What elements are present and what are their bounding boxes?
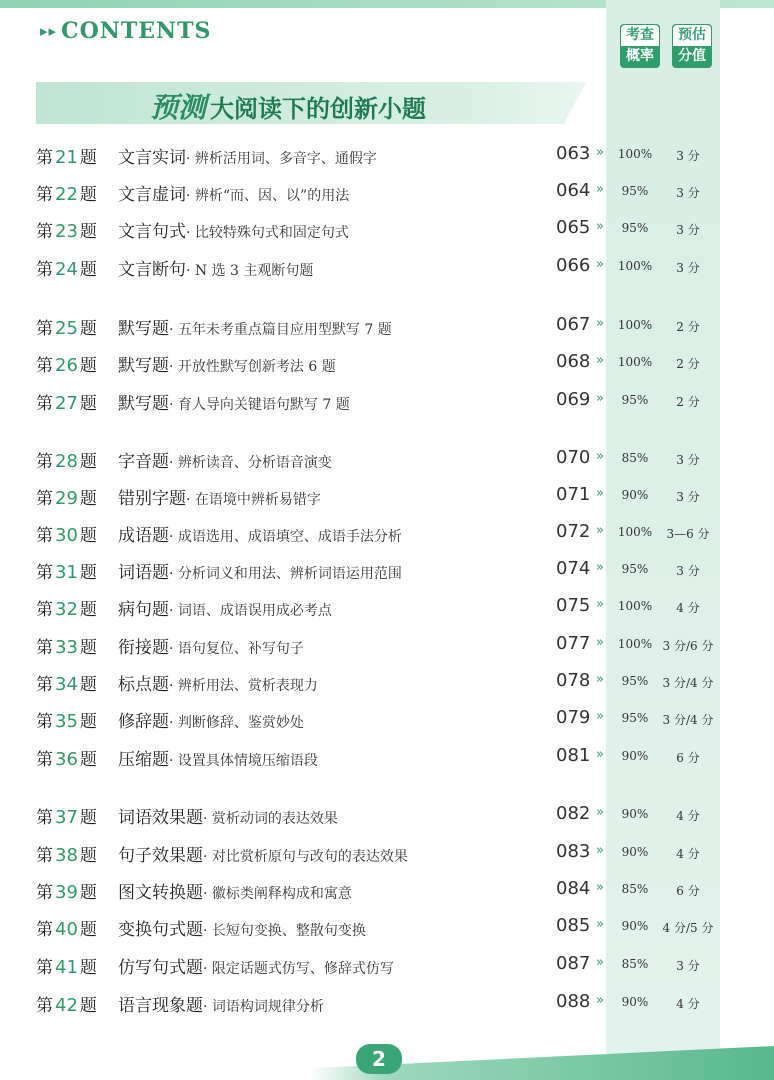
question-topic [118,633,304,658]
question-description: · 辨析用法、赏析表现力 [169,678,318,694]
question-category: 病句题 [118,600,169,620]
question-index: 21 [55,147,78,168]
page-ref[interactable]: 087 [556,953,591,974]
question-number [36,991,97,1016]
chevron-right-icon: » [596,843,604,858]
question-prefix: 第 [36,319,53,339]
question-description: · 五年未考重点篇目应用型默写 7 题 [169,322,392,338]
question-topic [118,143,377,168]
contents-heading [40,18,211,44]
question-topic [118,670,318,695]
toc-row[interactable] [0,484,774,514]
question-topic [118,595,332,620]
question-suffix: 题 [79,185,97,205]
toc-row[interactable] [0,878,774,908]
question-index: 23 [55,221,78,242]
question-index: 25 [55,318,78,339]
question-topic [118,447,332,472]
exam-probability: 100% [617,525,653,539]
exam-probability: 85% [621,882,649,896]
question-suffix: 题 [79,750,97,770]
question-prefix: 第 [36,452,53,472]
question-prefix: 第 [36,996,53,1016]
question-prefix: 第 [36,920,53,940]
probability-header-line1: 考查 [621,25,659,46]
question-description: · 词语构词规律分析 [203,999,324,1015]
chevron-right-icon: » [596,993,604,1008]
page-ref[interactable]: 075 [556,595,591,616]
estimated-score: 3 分 [676,490,700,504]
exam-probability: 90% [621,845,649,859]
question-topic [118,255,313,280]
chevron-right-icon: » [596,316,604,331]
question-suffix: 题 [79,260,97,280]
question-prefix: 第 [36,750,53,770]
estimated-score: 2 分 [676,357,700,371]
question-number [36,217,97,242]
question-suffix: 题 [79,808,97,828]
question-number [36,389,97,414]
question-index: 26 [55,355,78,376]
question-number [36,841,97,866]
question-description: · 成语选用、成语填空、成语手法分析 [169,529,402,545]
question-number [36,314,97,339]
probability-column-header [620,24,660,68]
question-category: 文言实词 [118,148,186,168]
toc-row[interactable] [0,745,774,775]
chevron-right-icon: » [596,672,604,687]
estimated-score: 3 分/4 分 [662,676,714,690]
toc-row[interactable] [0,143,774,173]
estimated-score: 3 分/4 分 [662,713,714,727]
page-ref[interactable]: 085 [556,915,591,936]
question-number [36,484,97,509]
exam-probability: 100% [617,599,653,613]
question-number [36,803,97,828]
question-suffix: 题 [79,712,97,732]
page-ref[interactable]: 071 [556,484,591,505]
toc-row[interactable] [0,558,774,588]
score-header-line2: 分值 [678,48,706,64]
question-suffix: 题 [79,920,97,940]
score-column-header [672,24,712,68]
question-category: 默写题 [118,394,169,414]
toc-row[interactable] [0,217,774,247]
exam-probability: 95% [621,393,649,407]
question-topic [118,803,338,828]
question-index: 42 [55,995,78,1016]
question-category: 成语题 [118,526,169,546]
chevron-right-icon: » [596,747,604,762]
page-ref[interactable]: 084 [556,878,591,899]
question-category: 变换句式题 [118,920,203,940]
question-topic [118,314,392,339]
question-suffix: 题 [79,996,97,1016]
chevron-right-icon: » [596,523,604,538]
toc-row[interactable] [0,521,774,551]
question-topic [118,991,324,1016]
question-topic [118,180,349,205]
chevron-right-icon: » [596,560,604,575]
question-prefix: 第 [36,222,53,242]
exam-probability: 95% [621,184,649,198]
question-number [36,558,97,583]
question-category: 词语题 [118,563,169,583]
question-topic [118,707,304,732]
estimated-score: 3 分 [676,959,700,973]
question-suffix: 题 [79,958,97,978]
question-index: 39 [55,882,78,903]
question-prefix: 第 [36,148,53,168]
banner-corner [564,110,586,124]
question-index: 41 [55,957,78,978]
question-category: 衔接题 [118,638,169,658]
question-number [36,707,97,732]
question-number [36,953,97,978]
exam-probability: 85% [621,957,649,971]
page-ref[interactable]: 063 [556,143,591,164]
question-index: 35 [55,711,78,732]
question-prefix: 第 [36,526,53,546]
estimated-score: 4 分 [676,601,700,615]
toc-row[interactable] [0,314,774,344]
toc-row[interactable] [0,595,774,625]
question-number [36,351,97,376]
question-topic [118,841,408,866]
chevron-right-icon: » [596,955,604,970]
estimated-score: 2 分 [676,395,700,409]
toc-row[interactable] [0,670,774,700]
exam-probability: 90% [621,919,649,933]
question-topic [118,351,336,376]
question-category: 文言虚词 [118,185,186,205]
question-number [36,745,97,770]
question-number [36,633,97,658]
toc-row[interactable] [0,447,774,477]
question-suffix: 题 [79,148,97,168]
toc-row[interactable] [0,351,774,381]
question-topic [118,217,349,242]
exam-probability: 100% [617,355,653,369]
estimated-score: 3 分/6 分 [662,639,714,653]
question-suffix: 题 [79,883,97,903]
question-description: · 辨析“而、因、以”的用法 [186,188,350,204]
question-prefix: 第 [36,808,53,828]
toc-row[interactable] [0,389,774,419]
probability-header-line2: 概率 [626,48,654,64]
question-prefix: 第 [36,675,53,695]
chevron-right-icon: » [596,353,604,368]
question-description: · 辨析活用词、多音字、通假字 [186,151,377,167]
question-topic [118,484,321,509]
question-category: 文言断句 [118,260,186,280]
question-index: 40 [55,919,78,940]
question-description: · N 选 3 主观断句题 [186,263,314,279]
page-ref[interactable]: 079 [556,707,591,728]
question-suffix: 题 [79,356,97,376]
question-index: 36 [55,749,78,770]
question-index: 28 [55,451,78,472]
chevron-right-icon: » [596,880,604,895]
question-category: 错别字题 [118,489,186,509]
estimated-score: 4 分/5 分 [662,921,714,935]
question-prefix: 第 [36,563,53,583]
question-category: 默写题 [118,319,169,339]
question-topic [118,878,352,903]
question-number [36,670,97,695]
section-title [150,86,426,126]
question-index: 37 [55,807,78,828]
exam-probability: 90% [621,488,649,502]
question-description: · 比较特殊句式和固定句式 [186,225,349,241]
question-prefix: 第 [36,712,53,732]
estimated-score: 6 分 [676,884,700,898]
question-topic [118,745,318,770]
estimated-score: 3 分 [676,223,700,237]
estimated-score: 2 分 [676,320,700,334]
question-description: · 对比赏析原句与改句的表达效果 [203,849,408,865]
estimated-score: 6 分 [676,751,700,765]
question-prefix: 第 [36,356,53,376]
exam-probability: 90% [621,749,649,763]
toc-row[interactable] [0,633,774,663]
question-index: 31 [55,562,78,583]
question-index: 30 [55,525,78,546]
question-index: 33 [55,637,78,658]
page-ref[interactable]: 081 [556,745,591,766]
question-index: 27 [55,393,78,414]
question-number [36,878,97,903]
page-ref[interactable]: 078 [556,670,591,691]
page-ref[interactable]: 069 [556,389,591,410]
question-description: · 词语、成语误用成必考点 [169,603,332,619]
chevron-right-icon: » [596,257,604,272]
question-number [36,143,97,168]
chevron-right-icon: » [596,635,604,650]
question-number [36,180,97,205]
chevron-right-icon: » [596,917,604,932]
page-ref[interactable]: 072 [556,521,591,542]
estimated-score: 3 分 [676,261,700,275]
question-category: 词语效果题 [118,808,203,828]
question-number [36,521,97,546]
section-calligraphy: 预测 [150,91,207,124]
chevron-right-icon: » [596,145,604,160]
question-category: 仿写句式题 [118,958,203,978]
estimated-score: 3—6 分 [666,527,710,541]
question-topic [118,558,402,583]
section-title-text: 大阅读下的创新小题 [210,95,427,123]
question-category: 字音题 [118,452,169,472]
page-ref[interactable]: 066 [556,255,591,276]
page-number: 2 [356,1044,402,1074]
chevron-right-icon: » [596,486,604,501]
page-ref[interactable]: 065 [556,217,591,238]
page-ref[interactable]: 074 [556,558,591,579]
exam-probability: 90% [621,995,649,1009]
question-description: · 育人导向关键语句默写 7 题 [169,397,350,413]
question-index: 22 [55,184,78,205]
question-prefix: 第 [36,958,53,978]
chevron-right-icon: » [596,805,604,820]
question-prefix: 第 [36,600,53,620]
toc-row[interactable] [0,803,774,833]
question-description: · 在语境中辨析易错字 [186,492,321,508]
exam-probability: 100% [617,318,653,332]
question-suffix: 题 [79,222,97,242]
question-index: 29 [55,488,78,509]
question-suffix: 题 [79,600,97,620]
question-category: 压缩题 [118,750,169,770]
exam-probability: 90% [621,807,649,821]
question-suffix: 题 [79,394,97,414]
chevron-right-icon: » [596,182,604,197]
estimated-score: 3 分 [676,564,700,578]
estimated-score: 3 分 [676,149,700,163]
question-suffix: 题 [79,319,97,339]
question-number [36,915,97,940]
question-description: · 开放性默写创新考法 6 题 [169,359,336,375]
question-description: · 语句复位、补写句子 [169,641,304,657]
exam-probability: 85% [621,451,649,465]
page-ref[interactable]: 077 [556,633,591,654]
exam-probability: 100% [617,147,653,161]
page-ref[interactable]: 068 [556,351,591,372]
chevron-right-icon: » [596,597,604,612]
question-suffix: 题 [79,452,97,472]
question-prefix: 第 [36,638,53,658]
question-description: · 判断修辞、鉴赏妙处 [169,715,304,731]
toc-row[interactable] [0,841,774,871]
question-suffix: 题 [79,846,97,866]
question-description: · 长短句变换、整散句变换 [203,923,366,939]
page-ref[interactable]: 082 [556,803,591,824]
toc-row[interactable] [0,991,774,1021]
question-category: 语言现象题 [118,996,203,1016]
question-prefix: 第 [36,489,53,509]
toc-row[interactable] [0,255,774,285]
question-suffix: 题 [79,638,97,658]
toc-row[interactable] [0,707,774,737]
question-topic [118,953,394,978]
chevron-right-icon: » [596,391,604,406]
question-topic [118,389,350,414]
estimated-score: 3 分 [676,453,700,467]
question-topic [118,521,402,546]
exam-probability: 95% [621,711,649,725]
chevron-right-icon: » [596,709,604,724]
question-description: · 赏析动词的表达效果 [203,811,338,827]
toc-row[interactable] [0,915,774,945]
question-number [36,595,97,620]
estimated-score: 3 分 [676,186,700,200]
question-prefix: 第 [36,260,53,280]
question-number [36,255,97,280]
question-category: 标点题 [118,675,169,695]
question-index: 24 [55,259,78,280]
chevron-right-icon: » [596,219,604,234]
question-description: · 辨析读音、分析语音演变 [169,455,332,471]
question-suffix: 题 [79,563,97,583]
question-description: · 分析词义和用法、辨析词语运用范围 [169,566,402,582]
question-index: 38 [55,845,78,866]
page-ref[interactable]: 083 [556,841,591,862]
question-suffix: 题 [79,526,97,546]
question-prefix: 第 [36,846,53,866]
contents-title-text: CONTENTS [61,18,212,44]
estimated-score: 4 分 [676,809,700,823]
question-description: · 徽标类阐释构成和寓意 [203,886,352,902]
exam-probability: 95% [621,562,649,576]
question-category: 默写题 [118,356,169,376]
page-ref[interactable]: 088 [556,991,591,1012]
question-description: · 设置具体情境压缩语段 [169,753,318,769]
question-category: 修辞题 [118,712,169,732]
exam-probability: 100% [617,637,653,651]
question-number [36,447,97,472]
page-ref[interactable]: 070 [556,447,591,468]
score-header-line1: 预估 [673,25,711,46]
toc-row[interactable] [0,180,774,210]
question-suffix: 题 [79,675,97,695]
question-index: 32 [55,599,78,620]
page-ref[interactable]: 064 [556,180,591,201]
question-prefix: 第 [36,883,53,903]
question-prefix: 第 [36,394,53,414]
estimated-score: 4 分 [676,847,700,861]
double-chevron-icon: ▸▸ [40,22,58,40]
question-category: 文言句式 [118,222,186,242]
question-description: · 限定话题式仿写、修辞式仿写 [203,961,394,977]
question-category: 句子效果题 [118,846,203,866]
question-index: 34 [55,674,78,695]
estimated-score: 4 分 [676,997,700,1011]
page-ref[interactable]: 067 [556,314,591,335]
exam-probability: 95% [621,221,649,235]
exam-probability: 95% [621,674,649,688]
exam-probability: 100% [617,259,653,273]
question-category: 图文转换题 [118,883,203,903]
toc-row[interactable] [0,953,774,983]
question-suffix: 题 [79,489,97,509]
chevron-right-icon: » [596,449,604,464]
question-prefix: 第 [36,185,53,205]
question-topic [118,915,366,940]
